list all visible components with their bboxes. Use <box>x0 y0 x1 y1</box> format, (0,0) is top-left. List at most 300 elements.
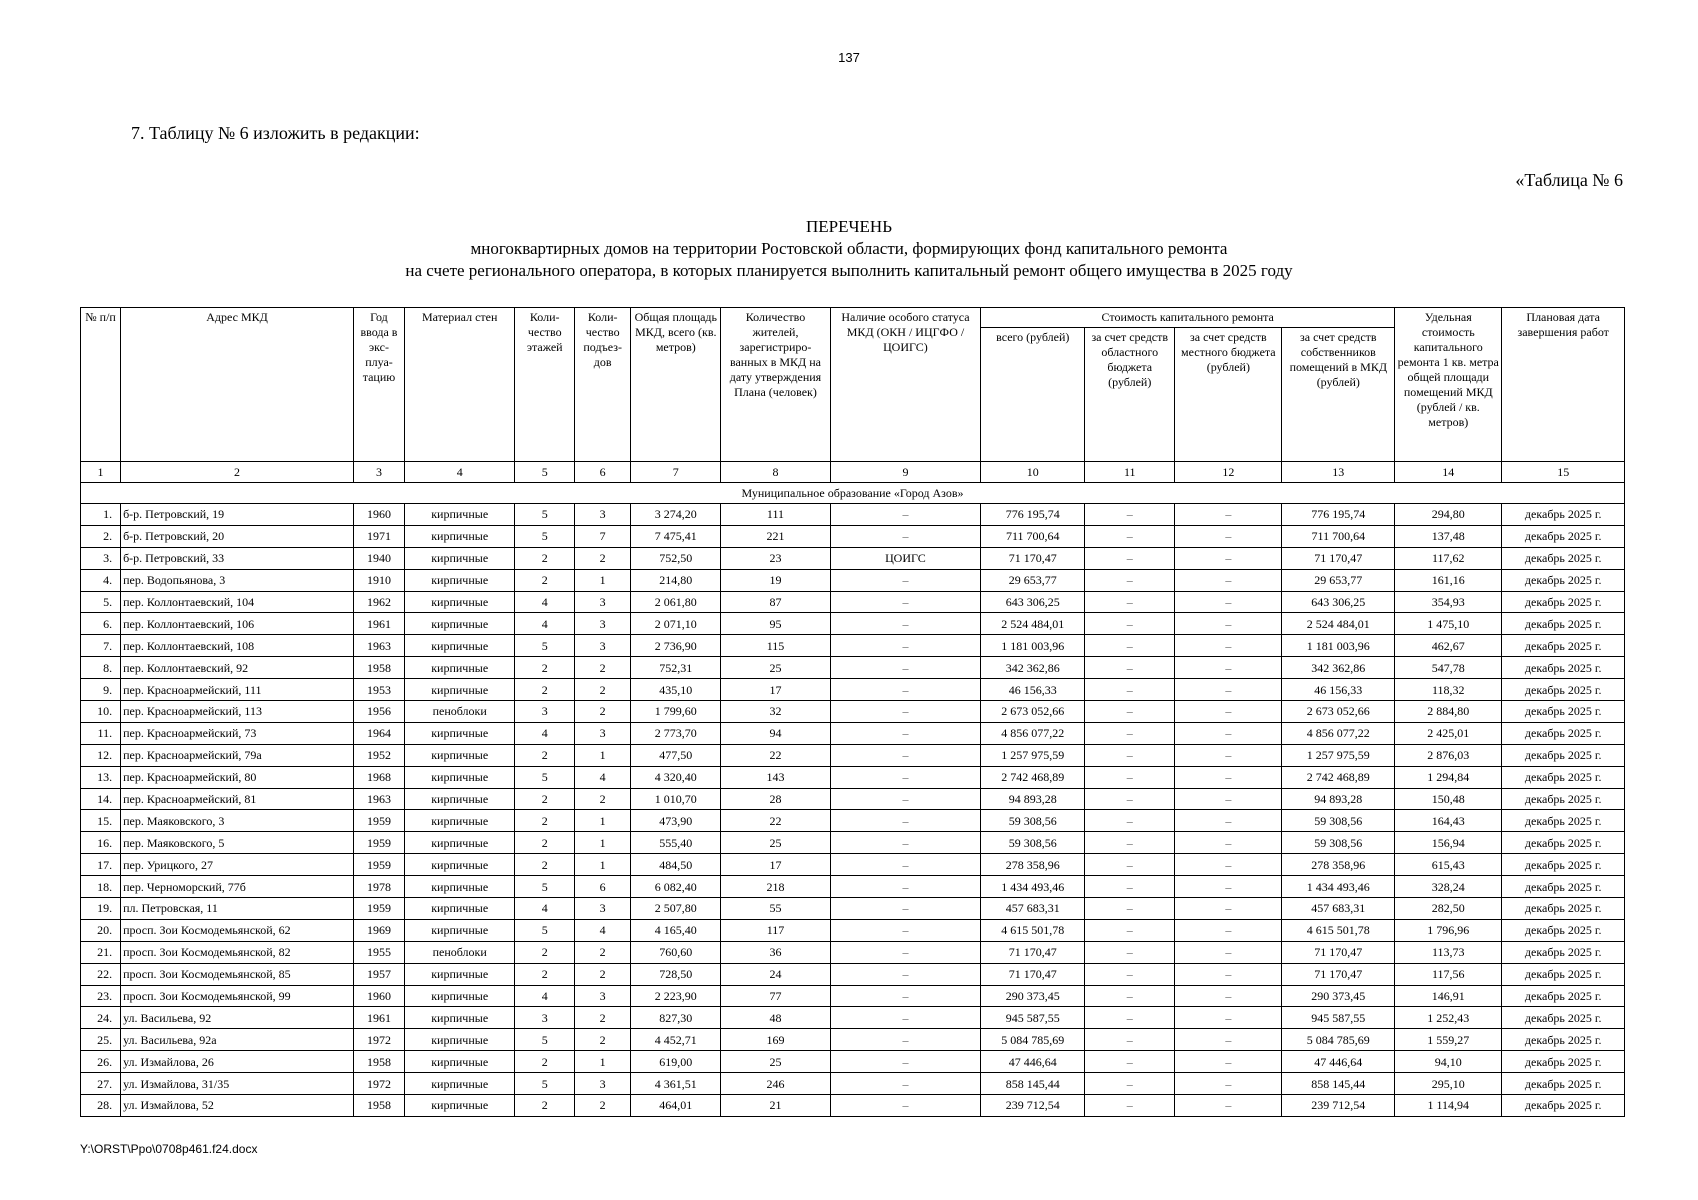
local-budget-cell: – <box>1175 810 1282 832</box>
completion-date-cell: декабрь 2025 г. <box>1502 898 1625 920</box>
row-number: 1. <box>81 504 121 526</box>
status-cell: – <box>830 788 981 810</box>
table-row <box>81 701 1625 723</box>
material-cell: кирпичные <box>404 1051 515 1073</box>
regional-budget-cell: – <box>1085 591 1175 613</box>
header-cost-group: Стоимость капитального ремонта <box>981 308 1395 328</box>
floors-cell: 2 <box>515 941 575 963</box>
completion-date-cell: декабрь 2025 г. <box>1502 854 1625 876</box>
area-cell: 2 736,90 <box>631 635 721 657</box>
regional-budget-cell: – <box>1085 788 1175 810</box>
completion-date-cell: декабрь 2025 г. <box>1502 657 1625 679</box>
residents-cell: 218 <box>721 876 830 898</box>
address-cell: пер. Красноармейский, 111 <box>121 679 354 701</box>
completion-date-cell: декабрь 2025 г. <box>1502 766 1625 788</box>
row-number: 24. <box>81 1007 121 1029</box>
status-cell: – <box>830 985 981 1007</box>
table-row <box>81 832 1625 854</box>
material-cell: кирпичные <box>404 525 515 547</box>
column-number: 3 <box>354 462 405 483</box>
entrances-cell: 7 <box>575 525 631 547</box>
material-cell: кирпичные <box>404 832 515 854</box>
year-cell: 1971 <box>354 525 405 547</box>
owners-funds-cell: 776 195,74 <box>1282 504 1395 526</box>
row-number: 19. <box>81 898 121 920</box>
row-number: 21. <box>81 941 121 963</box>
owners-funds-cell: 711 700,64 <box>1282 525 1395 547</box>
year-cell: 1961 <box>354 1007 405 1029</box>
status-cell: – <box>830 1051 981 1073</box>
floors-cell: 4 <box>515 722 575 744</box>
year-cell: 1953 <box>354 679 405 701</box>
entrances-cell: 6 <box>575 876 631 898</box>
cost-total-cell: 46 156,33 <box>981 679 1085 701</box>
area-cell: 1 010,70 <box>631 788 721 810</box>
table-row <box>81 525 1625 547</box>
cost-total-cell: 776 195,74 <box>981 504 1085 526</box>
material-cell: кирпичные <box>404 788 515 810</box>
material-cell: кирпичные <box>404 635 515 657</box>
unit-cost-cell: 295,10 <box>1395 1073 1502 1095</box>
area-cell: 760,60 <box>631 941 721 963</box>
intro-text: 7. Таблицу № 6 изложить в редакции: <box>131 123 420 143</box>
header-c11: за счет средств областного бюджета (рублей) <box>1085 328 1175 462</box>
local-budget-cell: – <box>1175 547 1282 569</box>
regional-budget-cell: – <box>1085 963 1175 985</box>
cost-total-cell: 59 308,56 <box>981 810 1085 832</box>
address-cell: пл. Петровская, 11 <box>121 898 354 920</box>
material-cell: кирпичные <box>404 591 515 613</box>
column-number: 1 <box>81 462 121 483</box>
owners-funds-cell: 71 170,47 <box>1282 941 1395 963</box>
year-cell: 1910 <box>354 569 405 591</box>
owners-funds-cell: 46 156,33 <box>1282 679 1395 701</box>
floors-cell: 5 <box>515 525 575 547</box>
local-budget-cell: – <box>1175 657 1282 679</box>
regional-budget-cell: – <box>1085 504 1175 526</box>
page-number: 137 <box>838 50 860 65</box>
area-cell: 1 799,60 <box>631 701 721 723</box>
unit-cost-cell: 282,50 <box>1395 898 1502 920</box>
local-budget-cell: – <box>1175 1073 1282 1095</box>
status-cell: – <box>830 722 981 744</box>
address-cell: пер. Урицкого, 27 <box>121 854 354 876</box>
header-c5: Коли-чество этажей <box>515 308 575 462</box>
entrances-cell: 3 <box>575 635 631 657</box>
local-budget-cell: – <box>1175 766 1282 788</box>
area-cell: 827,30 <box>631 1007 721 1029</box>
year-cell: 1955 <box>354 941 405 963</box>
row-number: 26. <box>81 1051 121 1073</box>
floors-cell: 3 <box>515 701 575 723</box>
entrances-cell: 2 <box>575 788 631 810</box>
entrances-cell: 2 <box>575 679 631 701</box>
cost-total-cell: 1 257 975,59 <box>981 744 1085 766</box>
entrances-cell: 3 <box>575 1073 631 1095</box>
area-cell: 435,10 <box>631 679 721 701</box>
local-budget-cell: – <box>1175 635 1282 657</box>
completion-date-cell: декабрь 2025 г. <box>1502 613 1625 635</box>
year-cell: 1963 <box>354 635 405 657</box>
row-number: 22. <box>81 963 121 985</box>
residents-cell: 94 <box>721 722 830 744</box>
material-cell: кирпичные <box>404 766 515 788</box>
residents-cell: 28 <box>721 788 830 810</box>
material-cell: кирпичные <box>404 876 515 898</box>
regional-budget-cell: – <box>1085 679 1175 701</box>
cost-total-cell: 2 742 468,89 <box>981 766 1085 788</box>
year-cell: 1958 <box>354 657 405 679</box>
area-cell: 752,31 <box>631 657 721 679</box>
local-budget-cell: – <box>1175 525 1282 547</box>
residents-cell: 169 <box>721 1029 830 1051</box>
unit-cost-cell: 462,67 <box>1395 635 1502 657</box>
status-cell: – <box>830 744 981 766</box>
row-number: 9. <box>81 679 121 701</box>
material-cell: пеноблоки <box>404 701 515 723</box>
floors-cell: 4 <box>515 613 575 635</box>
table-row <box>81 1095 1625 1117</box>
regional-budget-cell: – <box>1085 1029 1175 1051</box>
entrances-cell: 2 <box>575 547 631 569</box>
table-row <box>81 722 1625 744</box>
area-cell: 7 475,41 <box>631 525 721 547</box>
footer-file-path: Y:\ORST\Ppo\0708p461.f24.docx <box>80 1142 258 1156</box>
row-number: 20. <box>81 919 121 941</box>
address-cell: пер. Коллонтаевский, 92 <box>121 657 354 679</box>
cost-total-cell: 457 683,31 <box>981 898 1085 920</box>
floors-cell: 5 <box>515 919 575 941</box>
status-cell: – <box>830 679 981 701</box>
area-cell: 2 507,80 <box>631 898 721 920</box>
row-number: 12. <box>81 744 121 766</box>
cost-total-cell: 59 308,56 <box>981 832 1085 854</box>
floors-cell: 2 <box>515 569 575 591</box>
residents-cell: 48 <box>721 1007 830 1029</box>
table-row <box>81 876 1625 898</box>
completion-date-cell: декабрь 2025 г. <box>1502 832 1625 854</box>
entrances-cell: 3 <box>575 985 631 1007</box>
unit-cost-cell: 615,43 <box>1395 854 1502 876</box>
local-budget-cell: – <box>1175 613 1282 635</box>
cost-total-cell: 4 615 501,78 <box>981 919 1085 941</box>
table-label: «Таблица № 6 <box>1515 170 1623 190</box>
column-number: 12 <box>1175 462 1282 483</box>
regional-budget-cell: – <box>1085 941 1175 963</box>
residents-cell: 95 <box>721 613 830 635</box>
unit-cost-cell: 547,78 <box>1395 657 1502 679</box>
floors-cell: 2 <box>515 854 575 876</box>
unit-cost-cell: 118,32 <box>1395 679 1502 701</box>
row-number: 25. <box>81 1029 121 1051</box>
cost-total-cell: 71 170,47 <box>981 963 1085 985</box>
column-number: 10 <box>981 462 1085 483</box>
unit-cost-cell: 137,48 <box>1395 525 1502 547</box>
entrances-cell: 4 <box>575 766 631 788</box>
owners-funds-cell: 94 893,28 <box>1282 788 1395 810</box>
status-cell: – <box>830 504 981 526</box>
row-number: 7. <box>81 635 121 657</box>
header-c14: Удельная стоимость капитального ремонта 1 кв. метра общей площади помещений МКД (рублей / кв. метров) <box>1395 308 1502 462</box>
cost-total-cell: 2 524 484,01 <box>981 613 1085 635</box>
completion-date-cell: декабрь 2025 г. <box>1502 635 1625 657</box>
year-cell: 1958 <box>354 1051 405 1073</box>
owners-funds-cell: 643 306,25 <box>1282 591 1395 613</box>
cost-total-cell: 945 587,55 <box>981 1007 1085 1029</box>
year-cell: 1959 <box>354 898 405 920</box>
cost-total-cell: 4 856 077,22 <box>981 722 1085 744</box>
status-cell: – <box>830 1073 981 1095</box>
floors-cell: 4 <box>515 591 575 613</box>
regional-budget-cell: – <box>1085 1051 1175 1073</box>
area-cell: 728,50 <box>631 963 721 985</box>
row-number: 28. <box>81 1095 121 1117</box>
address-cell: ул. Измайлова, 31/35 <box>121 1073 354 1095</box>
cost-total-cell: 858 145,44 <box>981 1073 1085 1095</box>
entrances-cell: 1 <box>575 1051 631 1073</box>
entrances-cell: 4 <box>575 919 631 941</box>
residents-cell: 111 <box>721 504 830 526</box>
residents-cell: 55 <box>721 898 830 920</box>
status-cell: – <box>830 876 981 898</box>
header-c1: № п/п <box>81 308 121 462</box>
completion-date-cell: декабрь 2025 г. <box>1502 744 1625 766</box>
row-number: 27. <box>81 1073 121 1095</box>
floors-cell: 5 <box>515 876 575 898</box>
local-budget-cell: – <box>1175 679 1282 701</box>
unit-cost-cell: 354,93 <box>1395 591 1502 613</box>
column-number: 2 <box>121 462 354 483</box>
completion-date-cell: декабрь 2025 г. <box>1502 941 1625 963</box>
unit-cost-cell: 161,16 <box>1395 569 1502 591</box>
regional-budget-cell: – <box>1085 810 1175 832</box>
local-budget-cell: – <box>1175 876 1282 898</box>
completion-date-cell: декабрь 2025 г. <box>1502 547 1625 569</box>
year-cell: 1963 <box>354 788 405 810</box>
regional-budget-cell: – <box>1085 876 1175 898</box>
column-number: 7 <box>631 462 721 483</box>
completion-date-cell: декабрь 2025 г. <box>1502 985 1625 1007</box>
entrances-cell: 2 <box>575 1007 631 1029</box>
local-budget-cell: – <box>1175 744 1282 766</box>
table-row <box>81 504 1625 526</box>
unit-cost-cell: 2 884,80 <box>1395 701 1502 723</box>
year-cell: 1969 <box>354 919 405 941</box>
local-budget-cell: – <box>1175 722 1282 744</box>
floors-cell: 2 <box>515 1051 575 1073</box>
row-number: 8. <box>81 657 121 679</box>
material-cell: кирпичные <box>404 919 515 941</box>
unit-cost-cell: 328,24 <box>1395 876 1502 898</box>
residents-cell: 17 <box>721 679 830 701</box>
unit-cost-cell: 164,43 <box>1395 810 1502 832</box>
table-row <box>81 1029 1625 1051</box>
entrances-cell: 2 <box>575 1095 631 1117</box>
entrances-cell: 3 <box>575 591 631 613</box>
regional-budget-cell: – <box>1085 919 1175 941</box>
unit-cost-cell: 294,80 <box>1395 504 1502 526</box>
year-cell: 1968 <box>354 766 405 788</box>
column-number: 4 <box>404 462 515 483</box>
area-cell: 477,50 <box>631 744 721 766</box>
status-cell: – <box>830 963 981 985</box>
owners-funds-cell: 4 856 077,22 <box>1282 722 1395 744</box>
status-cell: ЦОИГС <box>830 547 981 569</box>
floors-cell: 4 <box>515 985 575 1007</box>
header-c10: всего (рублей) <box>981 328 1085 462</box>
owners-funds-cell: 4 615 501,78 <box>1282 919 1395 941</box>
entrances-cell: 1 <box>575 854 631 876</box>
address-cell: пер. Коллонтаевский, 108 <box>121 635 354 657</box>
table-row <box>81 635 1625 657</box>
column-number: 6 <box>575 462 631 483</box>
completion-date-cell: декабрь 2025 г. <box>1502 1029 1625 1051</box>
regional-budget-cell: – <box>1085 525 1175 547</box>
year-cell: 1960 <box>354 985 405 1007</box>
material-cell: кирпичные <box>404 1095 515 1117</box>
address-cell: б-р. Петровский, 33 <box>121 547 354 569</box>
regional-budget-cell: – <box>1085 547 1175 569</box>
cost-total-cell: 71 170,47 <box>981 941 1085 963</box>
status-cell: – <box>830 701 981 723</box>
cost-total-cell: 1 181 003,96 <box>981 635 1085 657</box>
column-number: 13 <box>1282 462 1395 483</box>
cost-total-cell: 94 893,28 <box>981 788 1085 810</box>
owners-funds-cell: 1 181 003,96 <box>1282 635 1395 657</box>
local-budget-cell: – <box>1175 963 1282 985</box>
material-cell: кирпичные <box>404 547 515 569</box>
owners-funds-cell: 278 358,96 <box>1282 854 1395 876</box>
material-cell: пеноблоки <box>404 941 515 963</box>
cost-total-cell: 71 170,47 <box>981 547 1085 569</box>
residents-cell: 117 <box>721 919 830 941</box>
local-budget-cell: – <box>1175 569 1282 591</box>
status-cell: – <box>830 1095 981 1117</box>
status-cell: – <box>830 525 981 547</box>
local-budget-cell: – <box>1175 504 1282 526</box>
unit-cost-cell: 1 796,96 <box>1395 919 1502 941</box>
regional-budget-cell: – <box>1085 898 1175 920</box>
completion-date-cell: декабрь 2025 г. <box>1502 701 1625 723</box>
material-cell: кирпичные <box>404 1007 515 1029</box>
floors-cell: 2 <box>515 679 575 701</box>
residents-cell: 17 <box>721 854 830 876</box>
year-cell: 1959 <box>354 854 405 876</box>
material-cell: кирпичные <box>404 657 515 679</box>
unit-cost-cell: 2 425,01 <box>1395 722 1502 744</box>
address-cell: просп. Зои Космодемьянской, 62 <box>121 919 354 941</box>
address-cell: пер. Красноармейский, 113 <box>121 701 354 723</box>
area-cell: 4 452,71 <box>631 1029 721 1051</box>
material-cell: кирпичные <box>404 854 515 876</box>
table-row <box>81 547 1625 569</box>
regional-budget-cell: – <box>1085 1095 1175 1117</box>
cost-total-cell: 278 358,96 <box>981 854 1085 876</box>
header-c8: Количество жителей, зарегистриро-ванных в МКД на дату утверждения Плана (человек) <box>721 308 830 462</box>
section-row <box>81 483 1625 504</box>
cost-total-cell: 5 084 785,69 <box>981 1029 1085 1051</box>
unit-cost-cell: 117,62 <box>1395 547 1502 569</box>
row-number: 16. <box>81 832 121 854</box>
entrances-cell: 1 <box>575 832 631 854</box>
table-row <box>81 744 1625 766</box>
year-cell: 1957 <box>354 963 405 985</box>
year-cell: 1962 <box>354 591 405 613</box>
residents-cell: 23 <box>721 547 830 569</box>
address-cell: ул. Измайлова, 26 <box>121 1051 354 1073</box>
material-cell: кирпичные <box>404 679 515 701</box>
cost-total-cell: 47 446,64 <box>981 1051 1085 1073</box>
row-number: 18. <box>81 876 121 898</box>
floors-cell: 2 <box>515 744 575 766</box>
floors-cell: 4 <box>515 898 575 920</box>
owners-funds-cell: 239 712,54 <box>1282 1095 1395 1117</box>
owners-funds-cell: 2 742 468,89 <box>1282 766 1395 788</box>
floors-cell: 5 <box>515 635 575 657</box>
local-budget-cell: – <box>1175 1029 1282 1051</box>
status-cell: – <box>830 854 981 876</box>
regional-budget-cell: – <box>1085 657 1175 679</box>
table-row <box>81 613 1625 635</box>
area-cell: 4 361,51 <box>631 1073 721 1095</box>
address-cell: ул. Измайлова, 52 <box>121 1095 354 1117</box>
address-cell: пер. Красноармейский, 81 <box>121 788 354 810</box>
completion-date-cell: декабрь 2025 г. <box>1502 876 1625 898</box>
status-cell: – <box>830 766 981 788</box>
floors-cell: 5 <box>515 1029 575 1051</box>
completion-date-cell: декабрь 2025 г. <box>1502 591 1625 613</box>
entrances-cell: 1 <box>575 744 631 766</box>
owners-funds-cell: 59 308,56 <box>1282 832 1395 854</box>
owners-funds-cell: 2 524 484,01 <box>1282 613 1395 635</box>
address-cell: пер. Водопьянова, 3 <box>121 569 354 591</box>
row-number: 15. <box>81 810 121 832</box>
entrances-cell: 2 <box>575 657 631 679</box>
header-c9: Наличие особого статуса МКД (ОКН / ИЦГФО / ЦОИГС) <box>830 308 981 462</box>
residents-cell: 21 <box>721 1095 830 1117</box>
local-budget-cell: – <box>1175 1095 1282 1117</box>
unit-cost-cell: 1 559,27 <box>1395 1029 1502 1051</box>
residents-cell: 22 <box>721 744 830 766</box>
heading-line-2: многоквартирных домов на территории Ростовской области, формирующих фонд капитального ремонта <box>470 239 1228 258</box>
entrances-cell: 3 <box>575 722 631 744</box>
unit-cost-cell: 94,10 <box>1395 1051 1502 1073</box>
residents-cell: 221 <box>721 525 830 547</box>
completion-date-cell: декабрь 2025 г. <box>1502 504 1625 526</box>
unit-cost-cell: 117,56 <box>1395 963 1502 985</box>
completion-date-cell: декабрь 2025 г. <box>1502 1095 1625 1117</box>
table-container <box>80 307 1625 1117</box>
regional-budget-cell: – <box>1085 569 1175 591</box>
area-cell: 4 320,40 <box>631 766 721 788</box>
owners-funds-cell: 2 673 052,66 <box>1282 701 1395 723</box>
residents-cell: 87 <box>721 591 830 613</box>
address-cell: просп. Зои Космодемьянской, 82 <box>121 941 354 963</box>
owners-funds-cell: 71 170,47 <box>1282 547 1395 569</box>
status-cell: – <box>830 898 981 920</box>
year-cell: 1940 <box>354 547 405 569</box>
cost-total-cell: 29 653,77 <box>981 569 1085 591</box>
local-budget-cell: – <box>1175 985 1282 1007</box>
completion-date-cell: декабрь 2025 г. <box>1502 525 1625 547</box>
regional-budget-cell: – <box>1085 985 1175 1007</box>
owners-funds-cell: 47 446,64 <box>1282 1051 1395 1073</box>
section-title: Муниципальное образование «Город Азов» <box>81 483 1625 504</box>
column-number-row <box>81 462 1625 483</box>
owners-funds-cell: 945 587,55 <box>1282 1007 1395 1029</box>
column-number: 11 <box>1085 462 1175 483</box>
heading-line-3: на счете регионального оператора, в которых планируется выполнить капитальный ремонт общего имущества в 2025 году <box>405 261 1293 280</box>
